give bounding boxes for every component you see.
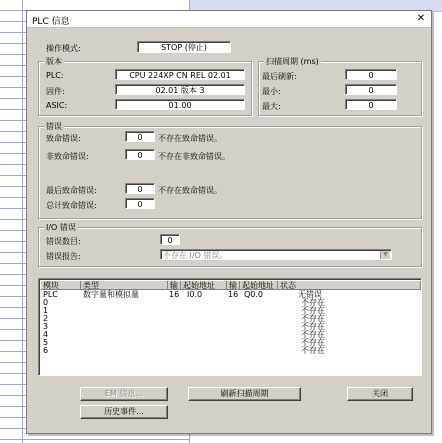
title-bar[interactable] bbox=[27, 11, 431, 28]
cell-status: 不存在 bbox=[301, 330, 325, 339]
cell-input-start: I0.0 bbox=[187, 290, 203, 299]
io-error-report-value: 不存在 I/O 错误。 bbox=[163, 251, 228, 260]
plc-label: PLC: bbox=[46, 71, 64, 80]
table-row[interactable] bbox=[41, 291, 421, 299]
last-fatal-error-label: 最后致命错误: bbox=[46, 186, 97, 195]
last-fatal-error-text: 不存在致命错误。 bbox=[158, 186, 222, 195]
io-error-count-label: 错误数目: bbox=[46, 237, 81, 246]
cell-status: 不存在 bbox=[301, 322, 325, 331]
min-scan-value: 0 bbox=[345, 84, 397, 95]
firmware-label: 固件: bbox=[46, 87, 65, 96]
cell-module: 5 bbox=[43, 338, 49, 347]
total-fatal-error-label: 总计致命错误: bbox=[46, 201, 97, 210]
fatal-error-text: 不存在致命错误。 bbox=[158, 134, 222, 143]
nonfatal-error-count: 0 bbox=[125, 149, 155, 160]
cell-module: 4 bbox=[43, 330, 49, 339]
mode-value: STOP (停止) bbox=[137, 41, 231, 53]
min-scan-label: 最小: bbox=[262, 87, 281, 96]
table-row[interactable] bbox=[41, 339, 421, 347]
nonfatal-error-label: 非致命错误: bbox=[46, 152, 89, 161]
mode-label: 操作模式: bbox=[46, 44, 81, 53]
asic-label: ASIC: bbox=[46, 101, 68, 110]
modules-table[interactable] bbox=[38, 278, 422, 376]
fatal-error-count: 0 bbox=[125, 131, 155, 142]
plc-value: CPU 224XP CN REL 02.01 bbox=[115, 69, 245, 80]
scan-legend: 扫描周期 (ms) bbox=[266, 57, 319, 66]
io-error-count-value: 0 bbox=[160, 234, 180, 245]
plc-info-dialog bbox=[26, 10, 432, 434]
cell-status: 不存在 bbox=[301, 298, 325, 307]
cell-module: 1 bbox=[43, 306, 49, 315]
cell-module: PLC bbox=[43, 290, 58, 299]
io-errors-group bbox=[38, 223, 422, 267]
fatal-error-label: 致命错误: bbox=[46, 134, 81, 143]
cell-type: 数字量和模拟量 bbox=[83, 290, 139, 299]
cell-output: 16 bbox=[228, 290, 239, 299]
cell-status: 无错误 bbox=[298, 290, 322, 299]
table-row[interactable] bbox=[41, 347, 421, 355]
col-module[interactable]: 模块 bbox=[41, 281, 81, 290]
io-errors-legend: I/O 错误 bbox=[46, 223, 76, 232]
em-info-button[interactable]: EM 信息... bbox=[80, 387, 168, 401]
version-legend: 版本 bbox=[46, 57, 62, 66]
col-status[interactable]: 状态 bbox=[278, 281, 421, 290]
table-row[interactable] bbox=[41, 315, 421, 323]
io-error-report-combo[interactable] bbox=[160, 249, 392, 260]
cell-module: 2 bbox=[43, 314, 49, 323]
refresh-scan-cycle-button[interactable]: 刷新扫描周期 bbox=[188, 387, 301, 401]
errors-legend: 错误 bbox=[46, 122, 62, 131]
close-button[interactable]: 关闭 bbox=[347, 387, 413, 401]
col-input[interactable]: 输 bbox=[168, 281, 181, 290]
cell-output-start: Q0.0 bbox=[244, 290, 264, 299]
scan-cycle-group bbox=[258, 57, 422, 116]
cell-module: 0 bbox=[43, 298, 49, 307]
modules-table-header bbox=[41, 281, 421, 290]
cell-status: 不存在 bbox=[301, 314, 325, 323]
firmware-value: 02.01 版本 3 bbox=[115, 84, 245, 95]
nonfatal-error-text: 不存在非致命错误。 bbox=[158, 152, 230, 161]
table-row[interactable] bbox=[41, 299, 421, 307]
dropdown-arrow-icon[interactable]: ▼ bbox=[380, 251, 390, 259]
cell-module: 3 bbox=[43, 322, 49, 331]
total-fatal-error-count: 0 bbox=[125, 198, 155, 209]
table-row[interactable] bbox=[41, 323, 421, 331]
col-input-start[interactable]: 起始地址 bbox=[181, 281, 227, 290]
history-events-button[interactable]: 历史事件... bbox=[80, 405, 168, 419]
cell-module: 6 bbox=[43, 346, 49, 355]
cell-status: 不存在 bbox=[301, 338, 325, 347]
io-error-report-label: 错误报告: bbox=[46, 252, 81, 261]
last-fatal-error-count: 0 bbox=[125, 183, 155, 194]
cell-status: 不存在 bbox=[301, 346, 325, 355]
col-output[interactable]: 输 bbox=[227, 281, 240, 290]
close-icon[interactable]: ✕ bbox=[416, 13, 426, 24]
window-title: PLC 信息 bbox=[32, 17, 70, 27]
col-output-start[interactable]: 起始地址 bbox=[240, 281, 278, 290]
col-type[interactable]: 类型 bbox=[81, 281, 168, 290]
last-scan-label: 最后刷新: bbox=[262, 72, 297, 81]
last-scan-value: 0 bbox=[345, 69, 397, 80]
max-scan-label: 最大: bbox=[262, 102, 281, 111]
max-scan-value: 0 bbox=[345, 99, 397, 110]
table-row[interactable] bbox=[41, 331, 421, 339]
table-row[interactable] bbox=[41, 307, 421, 315]
asic-value: 01.00 bbox=[115, 99, 245, 110]
cell-status: 不存在 bbox=[301, 306, 325, 315]
cell-input: 16 bbox=[169, 290, 180, 299]
